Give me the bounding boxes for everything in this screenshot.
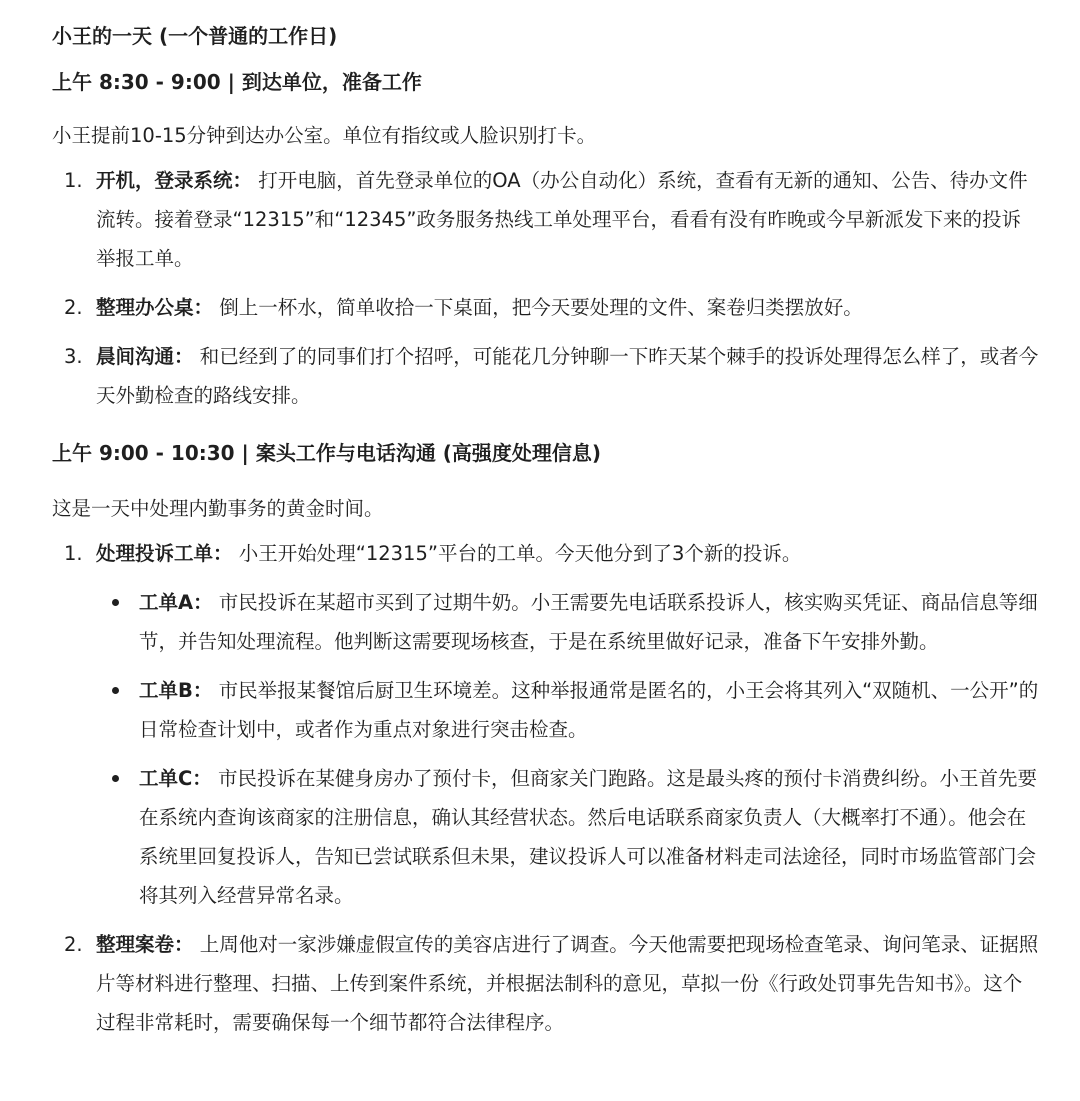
list-number: 2. — [64, 296, 83, 319]
step-label: 开机，登录系统： — [96, 169, 253, 192]
ticket-item — [96, 671, 1040, 749]
ticket-item — [96, 759, 1040, 915]
ticket-label: 工单A： — [139, 591, 213, 614]
arrival-steps-list — [52, 161, 1040, 415]
ticket-label: 工单B： — [139, 679, 213, 702]
step-text: 小王开始处理“12315”平台的工单。今天他分到了3个新的投诉。 — [238, 542, 802, 565]
ticket-label: 工单C： — [139, 767, 212, 790]
step-label: 处理投诉工单： — [96, 542, 233, 565]
section-intro-desk-work: 这是一天中处理内勤事务的黄金时间。 — [52, 497, 384, 520]
step-text: 上周他对一家涉嫌虚假宣传的美容店进行了调查。今天他需要把现场检查笔录、询问笔录、证据照片等材料进行整理、扫描、上传到案件系统，并根据法制科的意见，草拟一份《行政处罚事先告知书》。这个过程非常耗时，需要确保每一个细节都符合法律程序。 — [96, 933, 1039, 1034]
ticket-text: 市民举报某餐馆后厨卫生环境差。这种举报通常是匿名的，小王会将其列入“双随机、一公开”的日常检查计划中，或者作为重点对象进行突击检查。 — [139, 679, 1039, 741]
section-heading-morning-arrival: 上午 8:30 - 9:00 | 到达单位，准备工作 — [52, 70, 422, 94]
step-label: 整理办公桌： — [96, 296, 214, 319]
ticket-item — [96, 583, 1040, 661]
desk-work-steps-list — [52, 534, 1040, 1042]
list-item — [52, 925, 1040, 1042]
list-number: 2. — [64, 933, 83, 956]
section-intro-arrival: 小王提前10-15分钟到达办公室。单位有指纹或人脸识别打卡。 — [52, 124, 597, 147]
ticket-list — [96, 583, 1040, 915]
list-item — [52, 288, 1040, 327]
list-item — [52, 161, 1040, 278]
list-number: 1. — [64, 169, 83, 192]
step-text: 倒上一杯水，简单收拾一下桌面，把今天要处理的文件、案卷归类摆放好。 — [219, 296, 863, 319]
step-label: 晨间沟通： — [96, 345, 194, 368]
ticket-text: 市民投诉在某健身房办了预付卡，但商家关门跑路。这是最头疼的预付卡消费纠纷。小王首先要在系统内查询该商家的注册信息，确认其经营状态。然后电话联系商家负责人（大概率打不通）。他会在系统里回复投诉人，告知已尝试联系但未果，建议投诉人可以准备材料走司法途径，同时市场监管部门会将其列入经营异常名录。 — [139, 767, 1038, 907]
bullet-icon — [112, 687, 119, 694]
list-item — [52, 534, 1040, 915]
section-heading-desk-work: 上午 9:00 - 10:30 | 案头工作与电话沟通 (高强度处理信息) — [52, 441, 602, 465]
step-text: 打开电脑，首先登录单位的OA（办公自动化）系统，查看有无新的通知、公告、待办文件流转。接着登录“12315”和“12345”政务服务热线工单处理平台，看看有没有昨晚或今早新派发下来的投诉举报工单。 — [96, 169, 1028, 270]
bullet-icon — [112, 775, 119, 782]
bullet-icon — [112, 599, 119, 606]
list-number: 3. — [64, 345, 83, 368]
step-text: 和已经到了的同事们打个招呼，可能花几分钟聊一下昨天某个棘手的投诉处理得怎么样了，或者今天外勤检查的路线安排。 — [96, 345, 1039, 407]
list-item — [52, 337, 1040, 415]
list-number: 1. — [64, 542, 83, 565]
document-title: 小王的一天 (一个普通的工作日) — [52, 24, 338, 48]
step-label: 整理案卷： — [96, 933, 194, 956]
ticket-text: 市民投诉在某超市买到了过期牛奶。小王需要先电话联系投诉人，核实购买凭证、商品信息等细节，并告知处理流程。他判断这需要现场核查，于是在系统里做好记录，准备下午安排外勤。 — [139, 591, 1038, 653]
